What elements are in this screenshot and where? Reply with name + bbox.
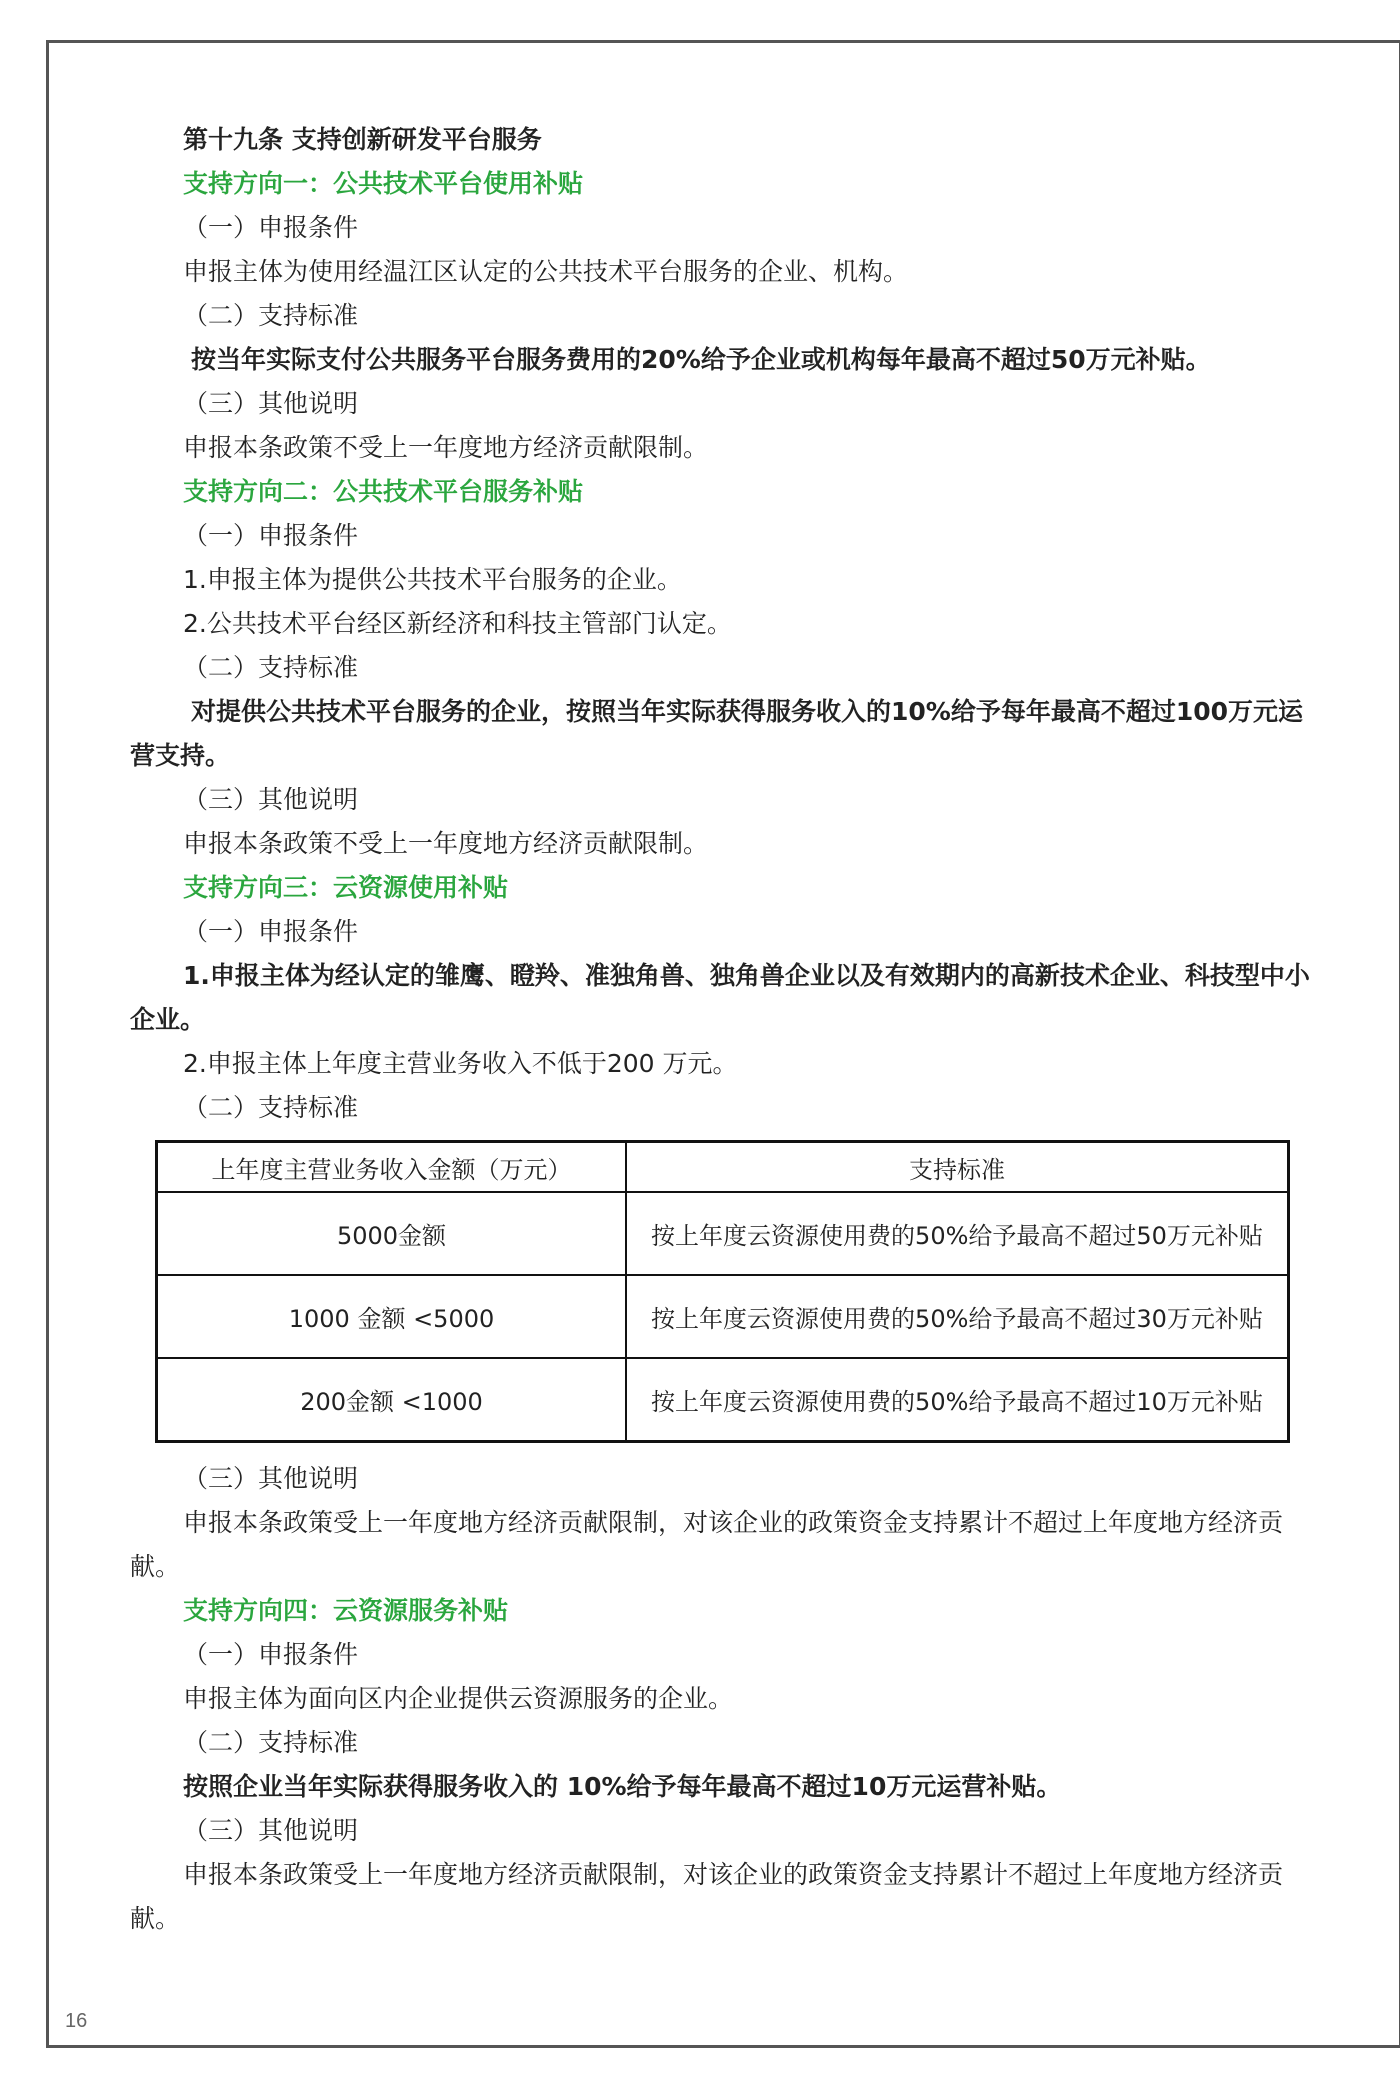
notes-label: （三）其他说明 <box>183 1464 359 1493</box>
standard-text: 按当年实际支付公共服务平台服务费用的20%给予企业或机构每年最高不超过50万元补贴。 <box>191 345 1211 374</box>
direction-3 <box>130 866 1310 1589</box>
conditions-label: （一）申报条件 <box>183 1640 359 1669</box>
conditions-label: （一）申报条件 <box>183 917 359 946</box>
support-standard-table <box>155 1140 1290 1443</box>
standard-label: （二）支持标准 <box>183 1728 359 1757</box>
direction-title: 支持方向四：云资源服务补贴 <box>183 1596 509 1625</box>
notes-text: 申报本条政策受上一年度地方经济贡献限制，对该企业的政策资金支持累计不超过上年度地方经济贡献。 <box>130 1860 1284 1933</box>
table-row <box>157 1358 1289 1442</box>
direction-4 <box>130 1589 1310 1941</box>
page-number: 16 <box>65 2010 88 2032</box>
table-cell: 按上年度云资源使用费的50%给予最高不超过10万元补贴 <box>626 1358 1289 1442</box>
table-cell: 1000 金额 <5000 <box>157 1275 627 1358</box>
condition-item: 1.申报主体为经认定的雏鹰、瞪羚、准独角兽、独角兽企业以及有效期内的高新技术企业、科技型中小企业。 <box>130 961 1310 1034</box>
standard-label: （二）支持标准 <box>183 301 359 330</box>
table-cell: 5000金额 <box>157 1192 627 1275</box>
direction-2 <box>130 470 1310 866</box>
notes-label: （三）其他说明 <box>183 1816 359 1845</box>
table-header-cell: 支持标准 <box>626 1142 1289 1193</box>
direction-title: 支持方向三：云资源使用补贴 <box>183 873 509 902</box>
notes-label: （三）其他说明 <box>183 785 359 814</box>
condition-item: 申报主体为使用经温江区认定的公共技术平台服务的企业、机构。 <box>183 257 909 286</box>
table-row <box>157 1275 1289 1358</box>
table-row <box>157 1192 1289 1275</box>
condition-item: 2.申报主体上年度主营业务收入不低于200 万元。 <box>183 1049 738 1078</box>
table-cell: 按上年度云资源使用费的50%给予最高不超过50万元补贴 <box>626 1192 1289 1275</box>
table-cell: 200金额 <1000 <box>157 1358 627 1442</box>
conditions-label: （一）申报条件 <box>183 213 359 242</box>
standard-text: 按照企业当年实际获得服务收入的 10%给予每年最高不超过10万元运营补贴。 <box>183 1772 1062 1801</box>
table-header-cell: 上年度主营业务收入金额（万元） <box>157 1142 627 1193</box>
condition-item: 2.公共技术平台经区新经济和科技主管部门认定。 <box>183 609 732 638</box>
notes-label: （三）其他说明 <box>183 389 359 418</box>
condition-item: 1.申报主体为提供公共技术平台服务的企业。 <box>183 565 682 594</box>
table-header-row <box>157 1142 1289 1193</box>
table-cell: 按上年度云资源使用费的50%给予最高不超过30万元补贴 <box>626 1275 1289 1358</box>
notes-text: 申报本条政策不受上一年度地方经济贡献限制。 <box>183 433 709 462</box>
document-body <box>130 118 1310 1941</box>
condition-item: 申报主体为面向区内企业提供云资源服务的企业。 <box>183 1684 734 1713</box>
standard-text: 对提供公共技术平台服务的企业，按照当年实际获得服务收入的10%给予每年最高不超过100万元运营支持。 <box>130 697 1304 770</box>
notes-text: 申报本条政策受上一年度地方经济贡献限制，对该企业的政策资金支持累计不超过上年度地方经济贡献。 <box>130 1508 1284 1581</box>
standard-label: （二）支持标准 <box>183 1093 359 1122</box>
direction-title: 支持方向一：公共技术平台使用补贴 <box>183 169 584 198</box>
conditions-label: （一）申报条件 <box>183 521 359 550</box>
direction-1 <box>130 162 1310 470</box>
standard-label: （二）支持标准 <box>183 653 359 682</box>
article-title: 第十九条 支持创新研发平台服务 <box>183 125 542 154</box>
notes-text: 申报本条政策不受上一年度地方经济贡献限制。 <box>183 829 709 858</box>
direction-title: 支持方向二：公共技术平台服务补贴 <box>183 477 584 506</box>
